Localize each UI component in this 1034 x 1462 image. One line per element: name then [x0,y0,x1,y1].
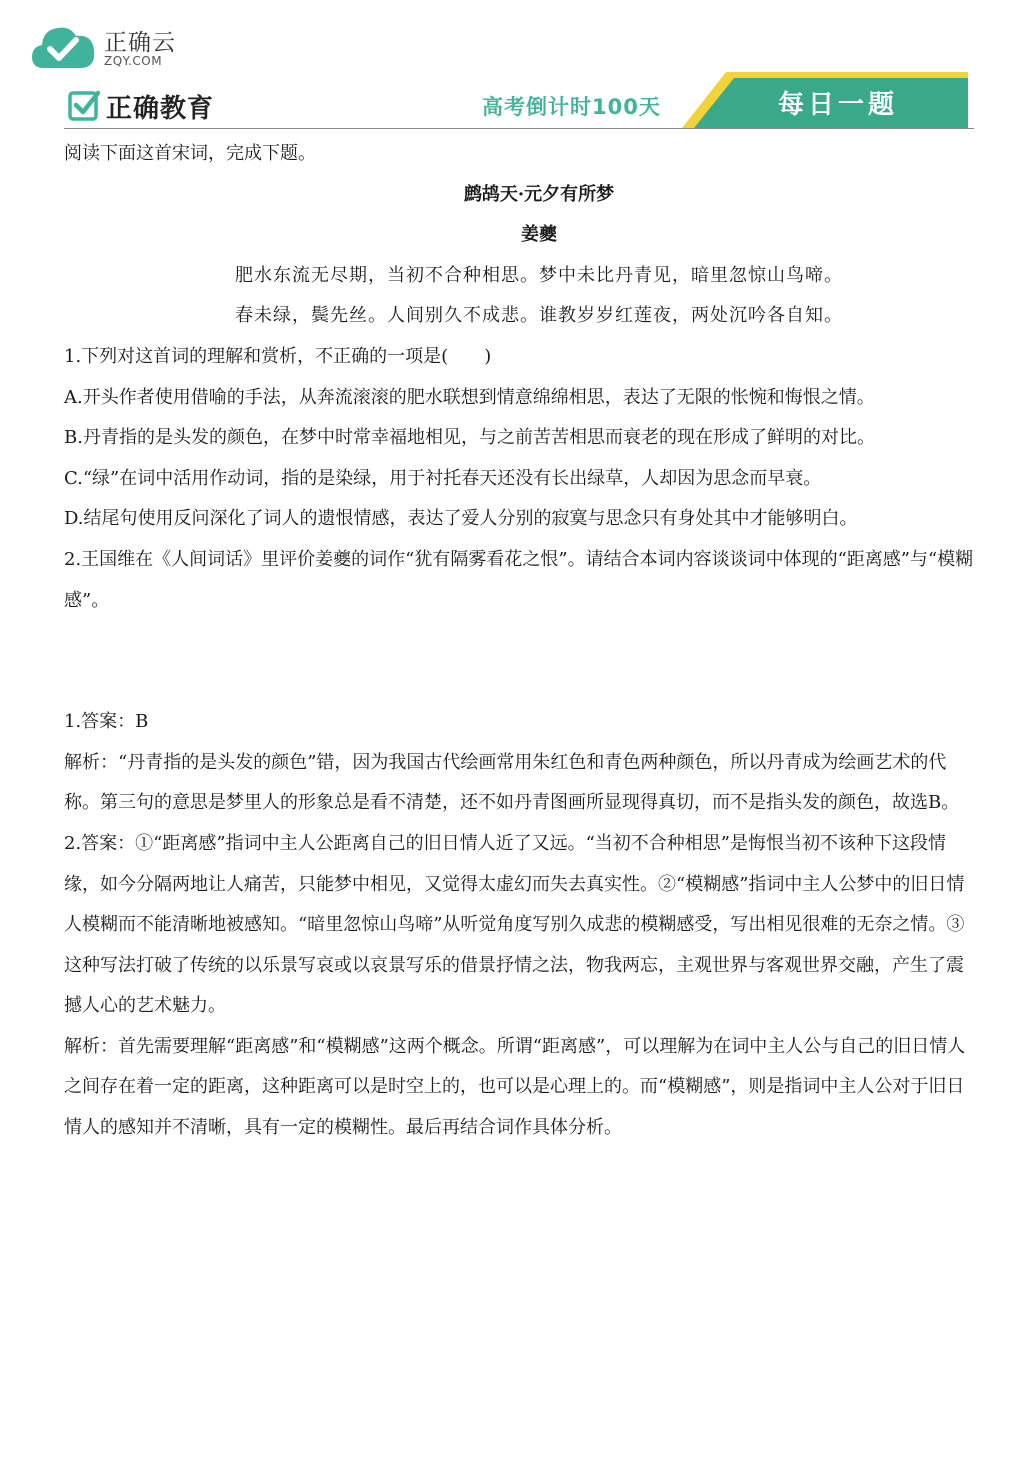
brand [66,86,266,126]
brand-name: 正确教育 [106,94,215,124]
question-1-stem: 1.下列对这首词的理解和赏析，不正确的一项是( ) [64,345,492,367]
option-a: A.开头作者使用借喻的手法，从奔流滚滚的肥水联想到情意绵绵相思，表达了无限的怅惋和悔恨之情。 [64,386,875,408]
check-box-icon [68,89,100,121]
poem-title: 鹧鸪天·元夕有所梦 [463,183,615,205]
logo-cn-text: 正确云 [104,30,176,56]
spacer [64,621,974,702]
answer-2: 2.答案：①“距离感”指词中主人公距离自己的旧日情人近了又远。“当初不合种相思”是悔恨当初不该种下这段情缘，如今分隔两地让人痛苦，只能梦中相见，又觉得太虚幻而失去真实性。②“模糊感”指词中主人公梦中的旧日情人模糊而不能清晰地被感知。“暗里忽惊山鸟啼”从听觉角度写别久成悲的模糊感受，写出相见很难的无奈之情。③这种写法打破了传统的以乐景写哀或以哀景写乐的借景抒情之法，物我两忘，主观世界与客观世界交融，产生了震撼人心的艺术魅力。 [64,832,965,1017]
option-c: C.“绿”在词中活用作动词，指的是染绿，用于衬托春天还没有长出绿草，人却因为思念而早衰。 [64,467,822,489]
document-body [64,134,974,1149]
answer-1: 1.答案：B [64,711,149,733]
answer-2-analysis: 解析：首先需要理解“距离感”和“模糊感”这两个概念。所谓“距离感”，可以理解为在词中主人公与自己的旧日情人之间存在着一定的距离，这种距离可以是时空上的，也可以是心理上的。而“模糊感”，则是指词中主人公对于旧日情人的感知并不清晰，具有一定的模糊性。最后再结合词作具体分析。 [64,1035,966,1139]
banner-text: 每日一题 [778,90,899,120]
header-divider [64,128,974,129]
poem-author: 姜夔 [521,224,557,246]
countdown-text: 高考倒计时100天 [482,95,661,119]
poem-line: 春未绿，鬓先丝。人间别久不成悲。谁教岁岁红莲夜，两处沉吟各自知。 [235,305,843,327]
intro-text: 阅读下面这首宋词，完成下题。 [64,143,316,164]
option-b: B.丹青指的是头发的颜色，在梦中时常幸福地相见，与之前苦苦相思而衰老的现在形成了鲜明的对比。 [64,427,875,449]
logo-en-text: ZQY.COM [104,54,163,68]
zqy-logo [30,18,220,78]
option-d: D.结尾句使用反问深化了词人的遗恨情感，表达了爱人分别的寂寞与思念只有身处其中才能够明白。 [64,508,858,530]
answer-1-analysis: 解析：“丹青指的是头发的颜色”错，因为我国古代绘画常用朱红色和青色两种颜色，所以丹青成为绘画艺术的代称。第三句的意思是梦里人的形象总是看不清楚，还不如丹青图画所显现得真切，而不是指头发的颜色，故选B。 [64,751,960,814]
cloud-check-icon [30,20,96,72]
question-2-stem: 2.王国维在《人间词话》里评价姜夔的词作“犹有隔雾看花之恨”。请结合本词内容谈谈词中体现的“距离感”与“模糊感”。 [64,548,974,611]
poem-line: 肥水东流无尽期，当初不合种相思。梦中未比丹青见，暗里忽惊山鸟啼。 [235,264,843,286]
